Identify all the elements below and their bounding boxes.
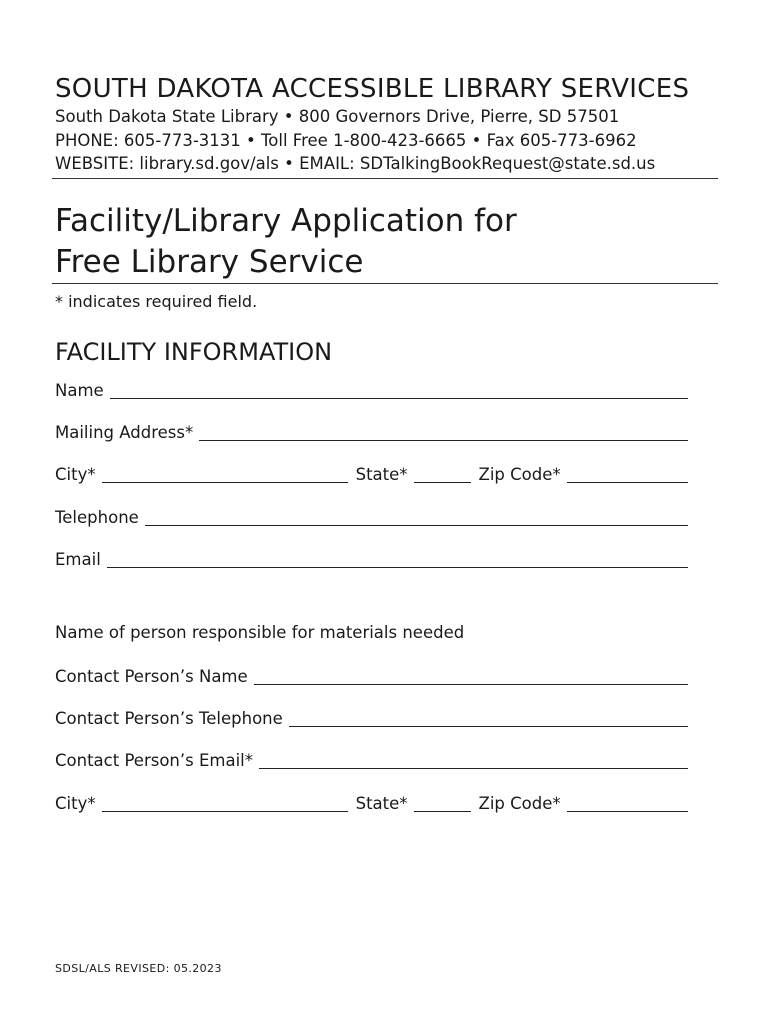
facility-email-field[interactable]	[107, 567, 688, 568]
facility-email-label: Email	[55, 550, 101, 569]
contact-city-state-zip-row	[55, 791, 688, 815]
contact-name-label: Contact Person’s Name	[55, 667, 248, 686]
contact-intro: Name of person responsible for materials needed	[55, 623, 465, 642]
contact-state-label: State*	[355, 794, 408, 813]
facility-name-label: Name	[55, 381, 104, 400]
contact-name-row	[55, 664, 688, 688]
contact-zip-label: Zip Code*	[478, 794, 561, 813]
mailing-address-label: Mailing Address*	[55, 423, 194, 442]
facility-zip-field[interactable]	[567, 482, 688, 483]
facility-city-field[interactable]	[102, 482, 348, 483]
header-divider	[52, 178, 718, 179]
contact-city-field[interactable]	[102, 811, 348, 812]
facility-section-title: FACILITY INFORMATION	[55, 338, 333, 366]
required-field-note: * indicates required field.	[55, 292, 258, 311]
facility-telephone-field[interactable]	[145, 525, 688, 526]
phone-line: PHONE: 605-773-3131 • Toll Free 1-800-423-6665 • Fax 605-773-6962	[55, 131, 637, 150]
contact-email-label: Contact Person’s Email*	[55, 751, 253, 770]
facility-name-row	[55, 378, 688, 402]
facility-city-label: City*	[55, 465, 96, 484]
facility-zip-label: Zip Code*	[478, 465, 561, 484]
contact-telephone-field[interactable]	[289, 726, 688, 727]
facility-name-field[interactable]	[110, 398, 688, 399]
contact-name-field[interactable]	[254, 684, 688, 685]
revision-footer: SDSL/ALS REVISED: 05.2023	[55, 962, 222, 975]
title-divider	[52, 283, 718, 284]
facility-email-row	[55, 547, 688, 571]
facility-telephone-label: Telephone	[55, 508, 139, 527]
contact-zip-field[interactable]	[567, 811, 688, 812]
facility-telephone-row	[55, 505, 688, 529]
organization-title: SOUTH DAKOTA ACCESSIBLE LIBRARY SERVICES	[55, 74, 690, 104]
contact-email-field[interactable]	[259, 768, 688, 769]
form-title-line-2: Free Library Service	[55, 244, 364, 280]
contact-city-label: City*	[55, 794, 96, 813]
mailing-address-field[interactable]	[199, 440, 688, 441]
contact-telephone-label: Contact Person’s Telephone	[55, 709, 283, 728]
contact-state-field[interactable]	[414, 811, 471, 812]
facility-state-label: State*	[355, 465, 408, 484]
contact-email-row	[55, 748, 688, 772]
facility-city-state-zip-row	[55, 462, 688, 486]
website-email-line: WEBSITE: library.sd.gov/als • EMAIL: SDTalkingBookRequest@state.sd.us	[55, 154, 656, 173]
form-title-line-1: Facility/Library Application for	[55, 203, 517, 239]
form-title	[55, 201, 517, 283]
mailing-address-row	[55, 420, 688, 444]
contact-telephone-row	[55, 706, 688, 730]
facility-state-field[interactable]	[414, 482, 471, 483]
address-line: South Dakota State Library • 800 Governors Drive, Pierre, SD 57501	[55, 107, 620, 126]
